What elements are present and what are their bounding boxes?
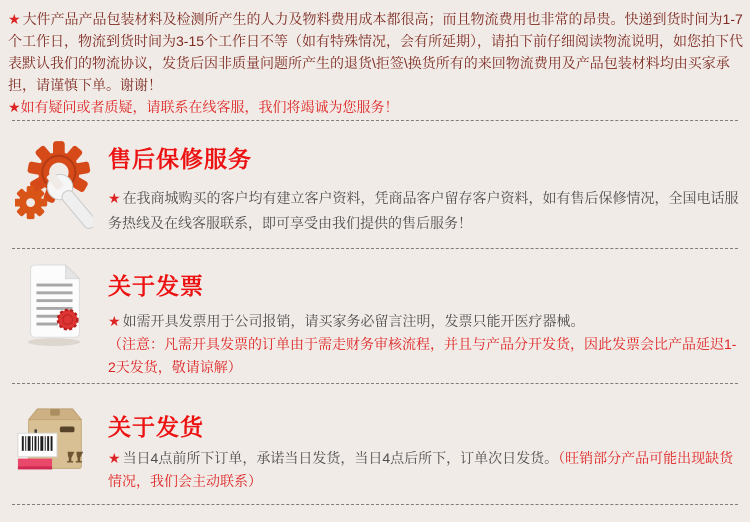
star-icon: ★ <box>108 313 121 329</box>
shipping-body <box>108 447 742 502</box>
star-icon: ★ <box>8 11 21 27</box>
invoice-icon <box>15 249 108 381</box>
star-icon: ★ <box>108 190 121 206</box>
after-sales-content <box>108 121 742 246</box>
section-after-sales <box>0 121 750 246</box>
gear-wrench-icon <box>15 121 108 246</box>
dashed-divider <box>12 504 738 505</box>
shipping-notice-text: 大件产品产品包装材料及检测所产生的人力及物料费用成本都很高；而且物流费用也非常的昂贵。快递到货时间为1-7个工作日，物流到货时间为3-15个工作日不等（如有特殊情况，会有所延期），请拍下前仔细阅读物流说明，如您拍下代表默认我们的物流协议，发货后因非质量问题所产生的退货\拒签\换货所有的来回物流费用及产品包装材料均由买家承担，请谨慎下单。谢谢！ <box>8 11 744 93</box>
invoice-body <box>108 309 742 333</box>
section-invoice <box>0 249 750 381</box>
after-sales-title: 售后保修服务 <box>108 146 252 172</box>
invoice-body-text: 如需开具发票用于公司报销，请买家务必留言注明，发票只能开医疗器械。 <box>122 313 585 329</box>
package-box-icon <box>15 384 108 502</box>
after-sales-body <box>108 186 742 246</box>
shipping-stock-note: （旺销部分产品可能出现缺货情况，我们会主动联系） <box>108 450 734 489</box>
shipping-title: 关于发货 <box>108 414 204 440</box>
star-icon: ★ <box>108 450 121 466</box>
contact-support-line: ★如有疑问或者质疑，请联系在线客服，我们将竭诚为您服务！ <box>8 99 399 115</box>
section-shipping <box>0 384 750 502</box>
invoice-title: 关于发票 <box>108 273 204 299</box>
after-sales-body-text: 在我商城购买的客户均有建立客户资料，凭商品客户留存客户资料，如有售后保修情况，全国电话服务热线及在线客服联系，即可享受由我们提供的售后服务！ <box>108 190 739 231</box>
invoice-delay-note: （注意：凡需开具发票的订单由于需走财务审核流程，并且与产品分开发货，因此发票会比产品延迟1-2天发货，敬请谅解） <box>108 336 737 375</box>
shipping-body-text: 当日4点前所下订单，承诺当日发货，当日4点后所下，订单次日发货。 <box>122 450 559 466</box>
shipping-cost-notice <box>0 0 750 118</box>
shipping-content <box>108 384 742 502</box>
shipping-notice-paragraph <box>8 8 744 96</box>
invoice-content <box>108 249 742 381</box>
